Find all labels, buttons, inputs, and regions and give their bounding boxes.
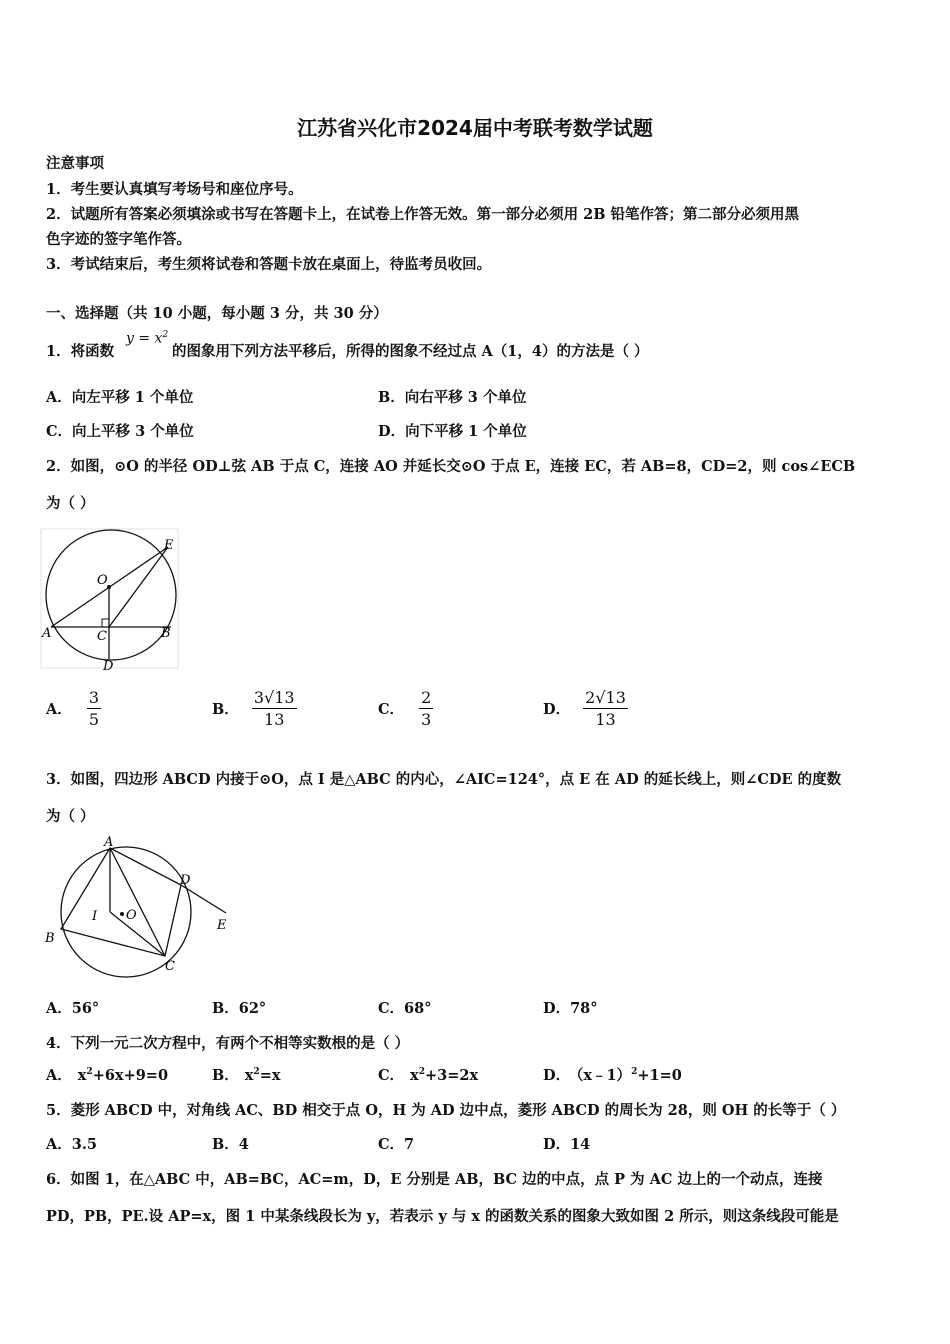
q3-label-i: I <box>92 909 98 924</box>
q5-option-b[interactable]: B．4 <box>212 1136 249 1153</box>
q2-label-d: D <box>103 659 114 670</box>
q2-option-b[interactable]: B． $\frac{3√13}{13}$ <box>212 688 295 729</box>
notice-heading: 注意事项 <box>46 155 104 172</box>
q3-center-dot <box>120 912 124 916</box>
q1-formula: $y = x^2$ <box>126 330 169 347</box>
q1-option-d[interactable]: D．向下平移 1 个单位 <box>378 423 527 440</box>
q3-figure <box>40 834 235 979</box>
q3-label-c: C <box>165 959 175 974</box>
q4-option-c[interactable]: C． $x^2+3=2x$ <box>378 1067 479 1084</box>
q1-option-b[interactable]: B．向右平移 3 个单位 <box>378 389 527 406</box>
q6-stem-cont: PD，PB，PE.设 AP=x，图 1 中某条线段长为 y，若表示 y 与 x 的函数关系的图象大致如图 2 所示，则这条线段可能是 <box>46 1208 839 1225</box>
q1-prefix: 1．将函数 <box>46 343 115 360</box>
notice-item: 2．试题所有答案必须填涂或书写在答题卡上，在试卷上作答无效。第一部分必须用 2B 铅笔作答；第二部分必须用黑 <box>46 206 800 223</box>
q5-option-d[interactable]: D．14 <box>543 1136 591 1153</box>
q2-figure <box>40 528 180 670</box>
q3-option-b[interactable]: B．62° <box>212 1000 267 1017</box>
q2-label-e: E <box>164 538 174 553</box>
q2-label-c: C <box>97 629 107 644</box>
q2-option-a[interactable]: A． $\frac{3}{5}$ <box>46 688 100 729</box>
q2-option-c[interactable]: C． $\frac{2}{3}$ <box>378 688 432 729</box>
q3-label-a: A <box>104 835 114 850</box>
q2-stem: 2．如图，⊙O 的半径 OD⊥弦 AB 于点 C，连接 AO 并延长交⊙O 于点 E，连接 EC，若 AB=8，CD=2，则 cos∠ECB <box>46 458 856 475</box>
q2-label-a: A <box>42 626 52 641</box>
notice-item: 1．考生要认真填写考场号和座位序号。 <box>46 181 303 198</box>
notice-item: 3．考试结束后，考生须将试卷和答题卡放在桌面上，待监考员收回。 <box>46 256 492 273</box>
q4-option-a[interactable]: A． $x^2+6x+9=0$ <box>46 1067 169 1084</box>
q1-option-a[interactable]: A．向左平移 1 个单位 <box>46 389 194 406</box>
q3-label-e: E <box>217 918 227 933</box>
q3-stem-cont: 为（ ） <box>46 808 95 825</box>
section-heading: 一、选择题（共 10 小题，每小题 3 分，共 30 分） <box>46 305 388 322</box>
q2-option-d[interactable]: D． $\frac{2√13}{13}$ <box>543 688 626 729</box>
q3-label-o: O <box>126 908 137 923</box>
q2-line-ec <box>109 547 168 627</box>
q5-option-c[interactable]: C．7 <box>378 1136 415 1153</box>
q3-line-de <box>181 885 226 913</box>
q3-quad-abcd <box>61 848 181 956</box>
q3-option-d[interactable]: D．78° <box>543 1000 598 1017</box>
q3-option-c[interactable]: C．68° <box>378 1000 432 1017</box>
q2-label-o: O <box>97 573 108 588</box>
q2-right-angle <box>102 619 109 627</box>
q4-option-b[interactable]: B． $x^2=x$ <box>212 1067 281 1084</box>
q6-stem: 6．如图 1，在△ABC 中，AB=BC，AC=m，D，E 分别是 AB，BC 边的中点，点 P 为 AC 边上的一个动点，连接 <box>46 1171 823 1188</box>
q2-circle <box>46 530 176 660</box>
q3-option-a[interactable]: A．56° <box>46 1000 100 1017</box>
q3-label-d: D <box>180 873 191 888</box>
page-title: 江苏省兴化市2024届中考联考数学试题 <box>297 116 653 140</box>
q5-option-a[interactable]: A．3.5 <box>46 1136 97 1153</box>
q5-stem: 5．菱形 ABCD 中，对角线 AC、BD 相交于点 O，H 为 AD 边中点，菱形 ABCD 的周长为 28，则 OH 的长等于（ ） <box>46 1102 846 1119</box>
q3-diagonal-ac <box>110 848 165 956</box>
q4-option-d[interactable]: D． （x﹣1）$^2$+1=0 <box>543 1067 682 1084</box>
q4-stem: 4．下列一元二次方程中，有两个不相等实数根的是（ ） <box>46 1035 410 1052</box>
notice-item: 色字迹的签字笔作答。 <box>46 231 191 248</box>
q3-stem: 3．如图，四边形 ABCD 内接于⊙O，点 I 是△ABC 的内心，∠AIC=124°，点 E 在 AD 的延长线上，则∠CDE 的度数 <box>46 771 842 788</box>
q2-stem-cont: 为（ ） <box>46 495 95 512</box>
q3-label-b: B <box>45 931 55 946</box>
q1-suffix: 的图象用下列方法平移后，所得的图象不经过点 A（1，4）的方法是（ ） <box>172 343 649 360</box>
q1-option-c[interactable]: C．向上平移 3 个单位 <box>46 423 194 440</box>
q2-label-b: B <box>161 626 171 641</box>
